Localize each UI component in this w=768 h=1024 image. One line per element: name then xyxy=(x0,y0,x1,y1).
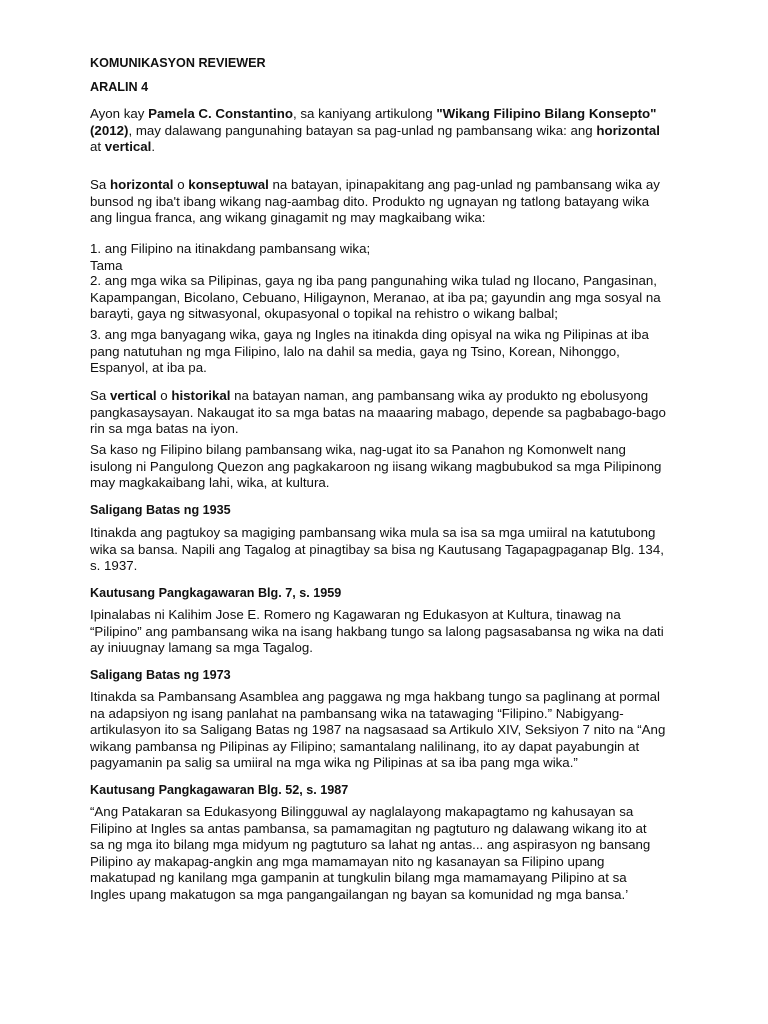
kaso-paragraph: Sa kaso ng Filipino bilang pambansang wika, nag-ugat ito sa Panahon ng Komonwelt nang isulong ni Pangulong Quezon ang pagkakaroon ng iisang wikang magbubukod sa mga Pilipinong may magkakaibang lahi, wika, at kultura. xyxy=(90,442,662,490)
section-1959-body: Ipinalabas ni Kalihim Jose E. Romero ng Kagawaran ng Edukasyon at Kultura, tinawag na “Pilipino” ang pambansang wika na isang hakbang tungo sa lalong pagsasabansa ng wika na dati ay iniuugnay lamang sa mga Tagalog. xyxy=(90,607,664,655)
section-heading-1959: Kautusang Pangkagawaran Blg. 7, s. 1959 xyxy=(90,586,342,600)
list-item: 2. ang mga wika sa Pilipinas, gaya ng iba pang pangunahing wika tulad ng Ilocano, Pangasinan, Kapampangan, Bicolano, Cebuano, Hiligaynon, Meranao, at iba pa; gayundin ang mga sosyal na barayti, gaya ng sitwasyonal, okupasyonal o topikal na rehistro o wikang balbal; xyxy=(90,273,661,321)
horizontal-paragraph: Sa horizontal o konseptuwal na batayan, ipinapakitang ang pag-unlad ng pambansang wika ay bunsod ng iba't ibang wikang nag-aambag dito. Produkto ng ugnayan ng tatlong batayang wika ang lingua franca, ang wikang ginagamit ng may magkaibang wika: xyxy=(90,177,660,225)
section-1973-body: Itinakda sa Pambansang Asamblea ang paggawa ng mga hakbang tungo sa paglinang at pormal na adapsiyon ng isang panlahat na pambansang wika na tatawaging “Filipino.” Nabigyang- artikulasyon ito sa Saligang Batas ng 1987 na nagsasaad sa Artikulo XIV, Seksiyon 7 nito na “Ang wikang pambansa ng Pilipinas ay Filipino; samantalang nalilinang, ito ay dapat payabungin at pagyamanin pa salig sa umiiral na mga wika ng Pilipinas at sa iba pang mga wika.” xyxy=(90,689,666,770)
list-item: 1. ang Filipino na itinakdang pambansang wika; Tama xyxy=(90,241,371,273)
section-heading-1973: Saligang Batas ng 1973 xyxy=(90,668,231,682)
section-1987-body: “Ang Patakaran sa Edukasyong Bilingguwal ay naglalayong makapagtamo ng kahusayan sa Filipino at Ingles sa antas pambansa, sa pamamagitan ng pagtuturo ng dalawang wikang ito at sa ng mga ito bilang mga midyum ng pagtuturo sa lahat ng antas... ang aspirasyon ng bansang Pilipino ay makapag-angkin ang mga mamamayan nito ng kasanayan sa Filipino upang makatupad ng kanilang mga gampanin at tungkulin bilang mga mamamayang Pilipino at sa Ingles upang makatugon sa mga pangangailangan ng bayan sa komunidad ng mga bansa.’ xyxy=(90,804,651,902)
intro-paragraph: Ayon kay Pamela C. Constantino, sa kaniyang artikulong "Wikang Filipino Bilang Konsepto" (2012), may dalawang pangunahing batayan sa pag-unlad ng pambansang wika: ang horizontal at vertical. xyxy=(90,106,660,154)
document-title: KOMUNIKASYON REVIEWER xyxy=(90,56,266,70)
section-1935-body: Itinakda ang pagtukoy sa magiging pambansang wika mula sa isa sa mga umiiral na katutubong wika sa bansa. Napili ang Tagalog at pinagtibay sa bisa ng Kautusang Tagapagpaganap Blg. 134, s. 1937. xyxy=(90,525,664,573)
vertical-paragraph: Sa vertical o historikal na batayan naman, ang pambansang wika ay produkto ng ebolusyong pangkasaysayan. Nakaugat ito sa mga batas na maaaring mabago, depende sa pagbabago-bago rin sa mga batas na iyon. xyxy=(90,388,666,436)
list-item: 3. ang mga banyagang wika, gaya ng Ingles na itinakda ding opisyal na wika ng Pilipinas at iba pang natutuhan ng mga Filipino, lalo na dahil sa media, gaya ng Tsino, Korean, Nihonggo, Espanyol, at iba pa. xyxy=(90,327,649,375)
section-heading-1987: Kautusang Pangkagawaran Blg. 52, s. 1987 xyxy=(90,783,349,797)
lesson-label: ARALIN 4 xyxy=(90,80,149,94)
section-heading-1935: Saligang Batas ng 1935 xyxy=(90,503,231,517)
